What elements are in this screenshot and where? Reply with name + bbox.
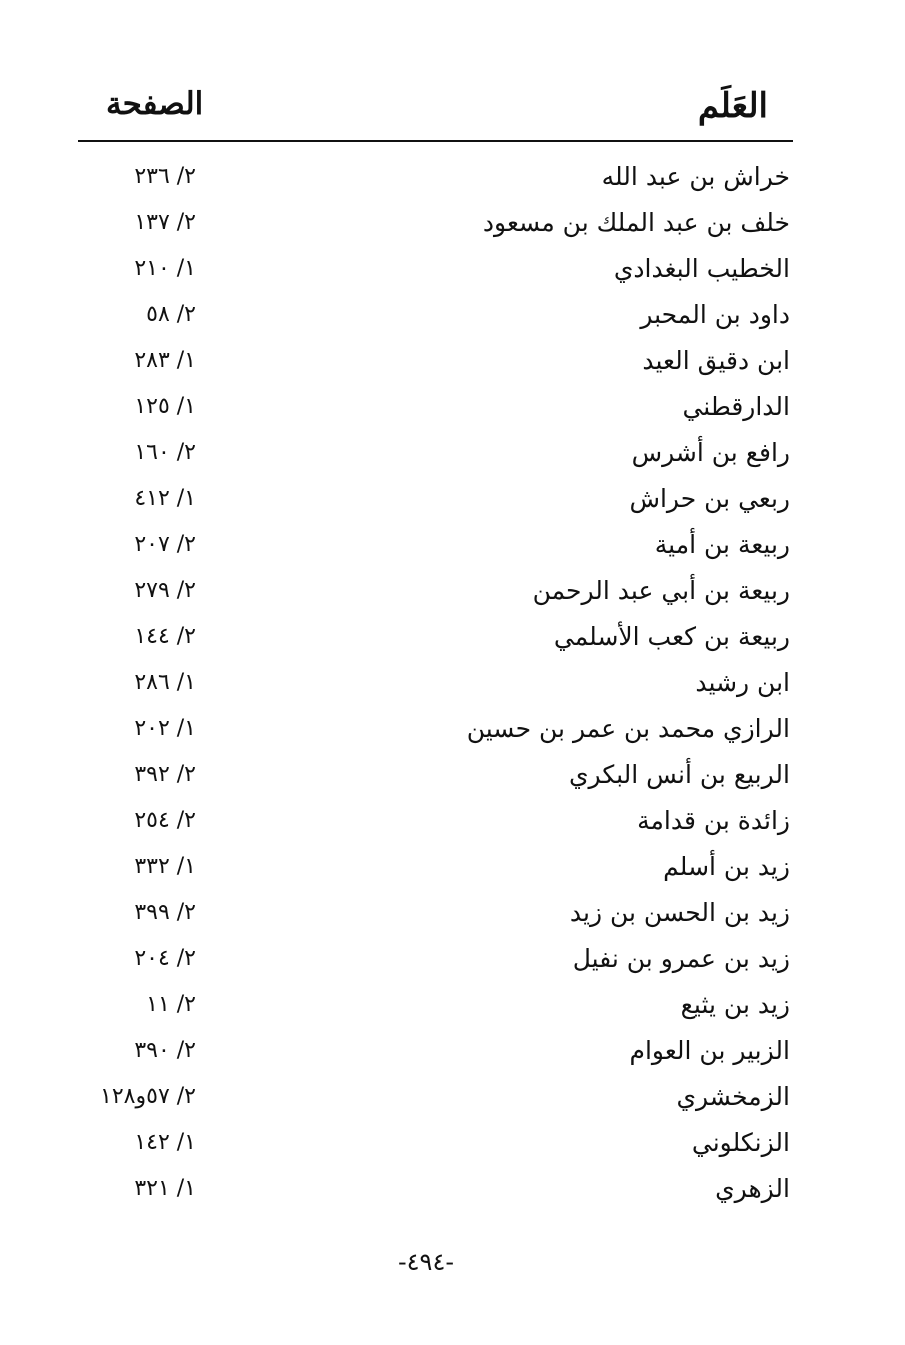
entry-name: داود بن المحبر: [640, 300, 790, 329]
index-entry: [78, 386, 794, 432]
entry-name: الربيع بن أنس البكري: [568, 760, 790, 789]
index-entry: [78, 524, 794, 570]
index-entry: [78, 662, 794, 708]
index-entry: [78, 340, 794, 386]
entry-name: ربيعة بن كعب الأسلمي: [553, 622, 790, 651]
entry-page: ٢/ ٢٣٦: [134, 164, 196, 189]
entry-name: زيد بن الحسن بن زيد: [569, 898, 790, 927]
entry-page: ٢/ ٣٩٢: [134, 762, 196, 787]
entry-name: الزنكلوني: [691, 1128, 790, 1157]
entry-page: ١/ ٢١٠: [134, 256, 196, 281]
entry-name: خلف بن عبد الملك بن مسعود: [482, 208, 790, 237]
entry-page: ٢/ ٥٧و١٢٨: [100, 1084, 196, 1109]
entry-page: ٢/ ١٤٤: [134, 624, 196, 649]
entry-name: ربعي بن حراش: [629, 484, 790, 513]
index-entry: [78, 984, 794, 1030]
entry-name: الزبير بن العوام: [629, 1036, 790, 1065]
header-divider: [78, 140, 793, 142]
index-entry: [78, 938, 794, 984]
index-header: [78, 78, 794, 134]
entry-name: زيد بن عمرو بن نفيل: [572, 944, 790, 973]
index-entry: [78, 708, 794, 754]
entry-page: ٢/ ٣٩٠: [134, 1038, 196, 1063]
index-entry: [78, 754, 794, 800]
index-entry: [78, 294, 794, 340]
entry-page: ١/ ٣٢١: [134, 1176, 196, 1201]
entry-page: ٢/ ٢٠٤: [134, 946, 196, 971]
entry-page: ١/ ٣٣٢: [134, 854, 196, 879]
page-column-heading: الصفحة: [106, 86, 204, 122]
entry-page: ١/ ٢٨٦: [134, 670, 196, 695]
entry-name: زيد بن أسلم: [663, 852, 790, 881]
index-list: [78, 156, 794, 1214]
entry-page: ٢/ ١٦٠: [134, 440, 196, 465]
index-entry: [78, 570, 794, 616]
page-number: -٤٩٤-: [397, 1248, 454, 1276]
entry-name: الزمخشري: [676, 1082, 790, 1111]
entry-name: ربيعة بن أمية: [654, 530, 790, 559]
entry-name: ابن دقيق العيد: [642, 346, 790, 375]
entry-page: ٢/ ٢٥٤: [134, 808, 196, 833]
index-entry: [78, 1122, 794, 1168]
entry-page: ١/ ٤١٢: [134, 486, 196, 511]
entry-name: الدارقطني: [682, 392, 790, 421]
entry-name: زيد بن يثيع: [680, 990, 790, 1019]
entry-name: ابن رشيد: [695, 668, 790, 697]
index-entry: [78, 1076, 794, 1122]
entry-name: الرازي محمد بن عمر بن حسين: [466, 714, 790, 743]
entry-name: رافع بن أشرس: [631, 438, 790, 467]
index-entry: [78, 248, 794, 294]
entry-page: ١/ ٢٠٢: [134, 716, 196, 741]
entry-name: زائدة بن قدامة: [637, 806, 790, 835]
index-entry: [78, 892, 794, 938]
entry-page: ٢/ ٥٨: [146, 302, 196, 327]
index-entry: [78, 1168, 794, 1214]
index-entry: [78, 432, 794, 478]
entry-page: ٢/ ٣٩٩: [134, 900, 196, 925]
entry-page: ١/ ١٤٢: [134, 1130, 196, 1155]
index-entry: [78, 1030, 794, 1076]
entry-name: الزهري: [715, 1174, 790, 1203]
entry-name: ربيعة بن أبي عبد الرحمن: [532, 576, 790, 605]
entry-page: ٢/ ٢٠٧: [134, 532, 196, 557]
entry-page: ١/ ١٢٥: [134, 394, 196, 419]
index-entry: [78, 478, 794, 524]
entry-name: خراش بن عبد الله: [601, 162, 790, 191]
index-entry: [78, 846, 794, 892]
entry-page: ٢/ ١٣٧: [134, 210, 196, 235]
name-column-heading: العَلَم: [697, 86, 768, 126]
entry-page: ٢/ ٢٧٩: [134, 578, 196, 603]
index-entry: [78, 800, 794, 846]
entry-page: ١/ ٢٨٣: [134, 348, 196, 373]
entry-page: ٢/ ١١: [146, 992, 196, 1017]
index-entry: [78, 202, 794, 248]
index-entry: [78, 156, 794, 202]
entry-name: الخطيب البغدادي: [613, 254, 790, 283]
index-entry: [78, 616, 794, 662]
